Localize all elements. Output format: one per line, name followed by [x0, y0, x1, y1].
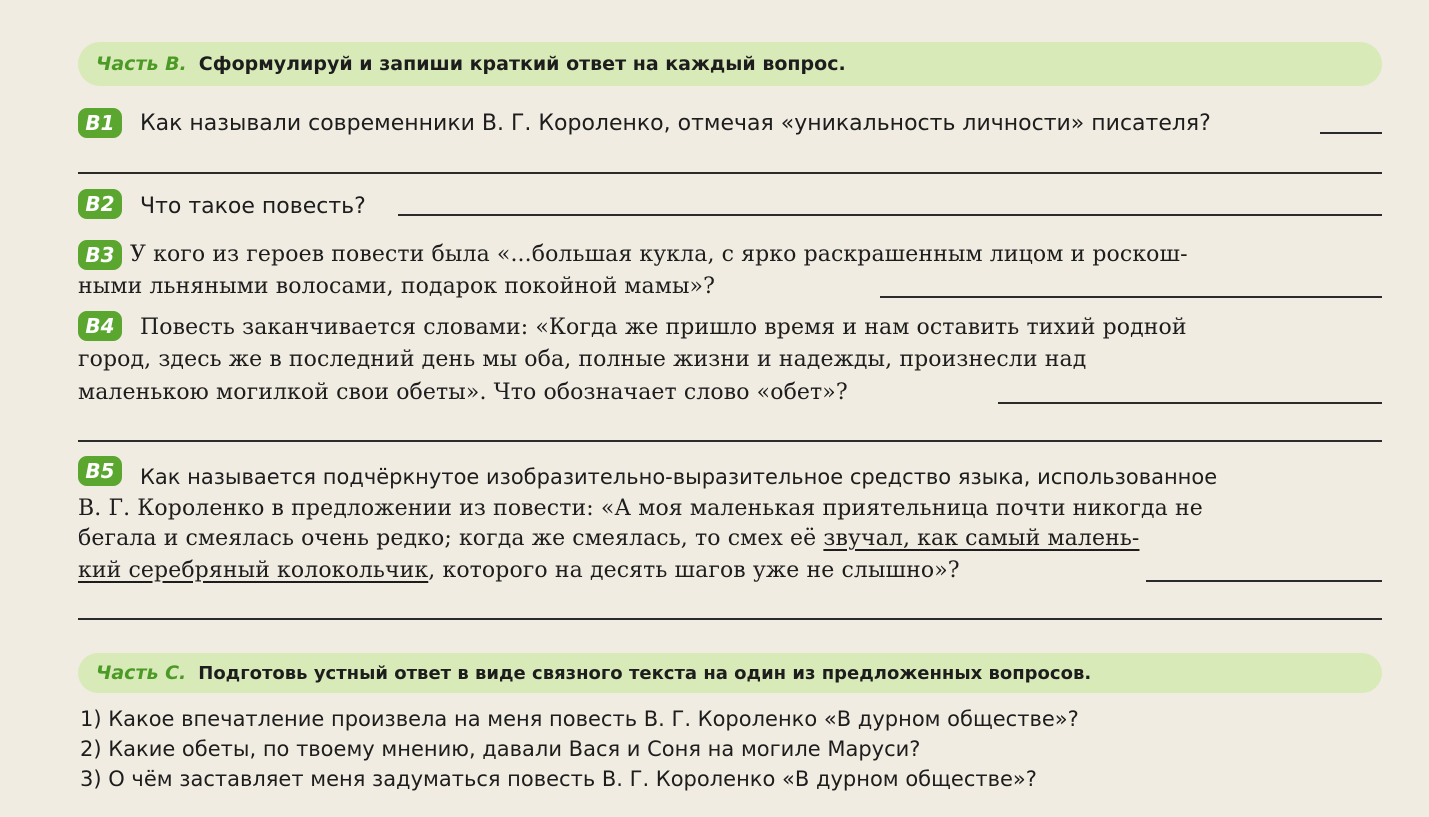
- answer-line-b5-a[interactable]: [1146, 580, 1382, 582]
- question-b3-line-2: ными льняными волосами, подарок покойной мамы»?: [78, 274, 716, 299]
- answer-line-b2[interactable]: [398, 214, 1382, 216]
- answer-line-b1-b[interactable]: [78, 172, 1382, 174]
- question-badge-b3: В3: [78, 240, 122, 270]
- question-b5-line-4-plain: , которого на десять шагов уже не слышно»?: [428, 558, 960, 583]
- part-c-label: Часть С.: [96, 662, 187, 684]
- part-c-question-1: 1) Какое впечатление произвела на меня повесть В. Г. Короленко «В дурном обществе»?: [80, 707, 1079, 731]
- part-c-question-2: 2) Какие обеты, по твоему мнению, давали Вася и Соня на могиле Маруси?: [80, 737, 921, 761]
- answer-line-b3[interactable]: [880, 296, 1382, 298]
- part-b-instruction: Сформулируй и запиши краткий ответ на каждый вопрос.: [198, 53, 846, 75]
- answer-line-b4-b[interactable]: [78, 440, 1382, 442]
- question-b4-line-1: Повесть заканчивается словами: «Когда же пришло время и нам оставить тихий родной: [140, 315, 1187, 340]
- question-badge-b4: В4: [78, 311, 122, 341]
- part-c-question-3: 3) О чём заставляет меня задуматься повесть В. Г. Короленко «В дурном обществе»?: [80, 767, 1037, 791]
- question-b5-line-1: Как называется подчёркнутое изобразительно-выразительное средство языка, использованное: [140, 465, 1218, 489]
- question-badge-b5: В5: [78, 456, 122, 486]
- question-b4-line-2: город, здесь же в последний день мы оба, полные жизни и надежды, произнесли над: [78, 347, 1087, 372]
- part-b-label: Часть В.: [96, 53, 187, 75]
- question-b5-line-3-plain: бегала и смеялась очень редко; когда же смеялась, то смех её: [78, 526, 824, 551]
- question-b2-text: Что такое повесть?: [140, 194, 366, 219]
- question-badge-b2: В2: [78, 189, 122, 219]
- answer-line-b1-a[interactable]: [1320, 132, 1382, 134]
- answer-line-b5-b[interactable]: [78, 618, 1382, 620]
- part-b-header: [78, 42, 1382, 86]
- underlined-phrase-part-2: кий серебряный колокольчик: [78, 558, 429, 583]
- answer-line-b4-a[interactable]: [998, 402, 1382, 404]
- part-c-instruction: Подготовь устный ответ в виде связного текста на один из предложенных вопросов.: [198, 662, 1092, 684]
- question-b5-line-2: В. Г. Короленко в предложении из повести: «А моя маленькая приятельница почти никогда не: [78, 496, 1203, 521]
- part-c-header: [78, 653, 1382, 693]
- question-badge-b1: В1: [78, 108, 122, 138]
- underlined-phrase-part-1: звучал, как самый малень-: [823, 526, 1140, 551]
- question-b5-line-4: [78, 554, 1386, 587]
- question-b1-text: Как называли современники В. Г. Короленко, отмечая «уникальность личности» писателя?: [140, 111, 1211, 136]
- question-b4-line-3: маленькою могилкой свои обеты». Что обозначает слово «обет»?: [78, 380, 848, 405]
- question-b5-line-3: [78, 522, 1386, 555]
- question-b3-line-1: У кого из героев повести была «...большая кукла, с ярко раскрашенным лицом и роскош-: [130, 242, 1188, 267]
